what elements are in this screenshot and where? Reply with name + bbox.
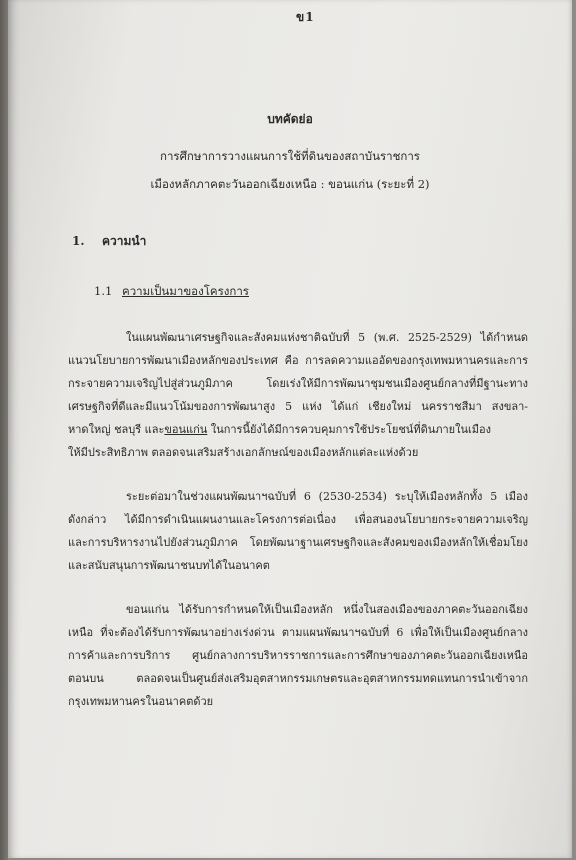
paragraph-1-line-6: ให้มีประสิทธิภาพ ตลอดจนเสริมสร้างเอกลักษณ์ของเมืองหลักแต่ละแห่งด้วย	[68, 446, 419, 459]
section-number: 1.	[72, 234, 85, 248]
paragraph-3-line-5: กรุงเทพมหานครในอนาคตด้วย	[68, 695, 214, 708]
paragraph-1-line-5-rest: ในการนี้ยังได้มีการควบคุมการใช้ประโยชน์ที่ดินภายในเมือง	[207, 423, 491, 436]
page-binding-shadow	[0, 0, 8, 860]
subsection-number: 1.1	[94, 284, 113, 298]
paragraph-2-line-1: ระยะต่อมาในช่วงแผนพัฒนาฯฉบับที่ 6 (2530-2534) ระบุให้เมืองหลักทั้ง 5 เมือง	[126, 490, 528, 503]
project-title-line-1: การศึกษาการวางแผนการใช้ที่ดินของสถาบันราชการ	[160, 149, 420, 163]
paragraph-1-line-5	[68, 420, 528, 438]
section-heading	[72, 232, 146, 251]
page-number: ข1	[296, 10, 315, 24]
paragraph-1-line-2: แนวนโยบายการพัฒนาเมืองหลักของประเทศ คือ การลดความแออัดของกรุงเทพมหานครและการ	[68, 354, 528, 367]
paragraph-2-line-2: ดังกล่าว ได้มีการดำเนินแผนงานและโครงการต่อเนื่อง เพื่อสนองนโยบายกระจายความเจริญ	[68, 513, 528, 526]
document-page	[8, 0, 572, 858]
subsection-title: ความเป็นมาของโครงการ	[122, 284, 249, 298]
paragraph-2-line-3: และการบริหารงานไปยังส่วนภูมิภาค โดยพัฒนาฐานเศรษฐกิจและสังคมของเมืองหลักให้เชื่อมโยง	[68, 536, 528, 549]
abstract-title: บทคัดย่อ	[267, 112, 313, 126]
paragraph-3-line-4: ตอนบน ตลอดจนเป็นศูนย์ส่งเสริมอุตสาหกรรมเกษตรและอุตสาหกรรมทดแทนการนำเข้าจาก	[68, 672, 528, 685]
paragraph-1-line-3: กระจายความเจริญไปสู่ส่วนภูมิภาค โดยเร่งให้มีการพัฒนาชุมชนเมืองศูนย์กลางที่มีฐานะทาง	[68, 377, 528, 390]
project-title-line-2: เมืองหลักภาคตะวันออกเฉียงเหนือ : ขอนแก่น (ระยะที่ 2)	[150, 177, 430, 191]
paragraph-1-line-4: เศรษฐกิจที่ดีและมีแนวโน้มของการพัฒนาสูง 5 แห่ง ได้แก่ เชียงใหม่ นครราชสีมา สงขลา-	[68, 400, 528, 413]
paragraph-1-line-5-start: หาดใหญ่ ชลบุรี และ	[68, 423, 165, 436]
underlined-khon-kaen: ขอนแก่น	[164, 423, 208, 436]
paragraph-1-line-1: ในแผนพัฒนาเศรษฐกิจและสังคมแห่งชาติฉบับที่ 5 (พ.ศ. 2525-2529) ได้กำหนด	[126, 331, 528, 344]
paragraph-2-line-4: และสนับสนุนการพัฒนาชนบทได้ในอนาคต	[68, 559, 270, 572]
paragraph-3-line-1: ขอนแก่น ได้รับการกำหนดให้เป็นเมืองหลัก หนึ่งในสองเมืองของภาคตะวันออกเฉียง	[126, 603, 528, 616]
subsection-heading	[94, 283, 249, 301]
section-title: ความนำ	[102, 234, 147, 248]
paragraph-3-line-2: เหนือ ที่จะต้องได้รับการพัฒนาอย่างเร่งด่วน ตามแผนพัฒนาฯฉบับที่ 6 เพื่อให้เป็นเมืองศูนย์กลาง	[68, 626, 528, 639]
paragraph-3-line-3: การค้าและการบริการ ศูนย์กลางการบริหารราชการและการศึกษาของภาคตะวันออกเฉียงเหนือ	[68, 649, 528, 662]
